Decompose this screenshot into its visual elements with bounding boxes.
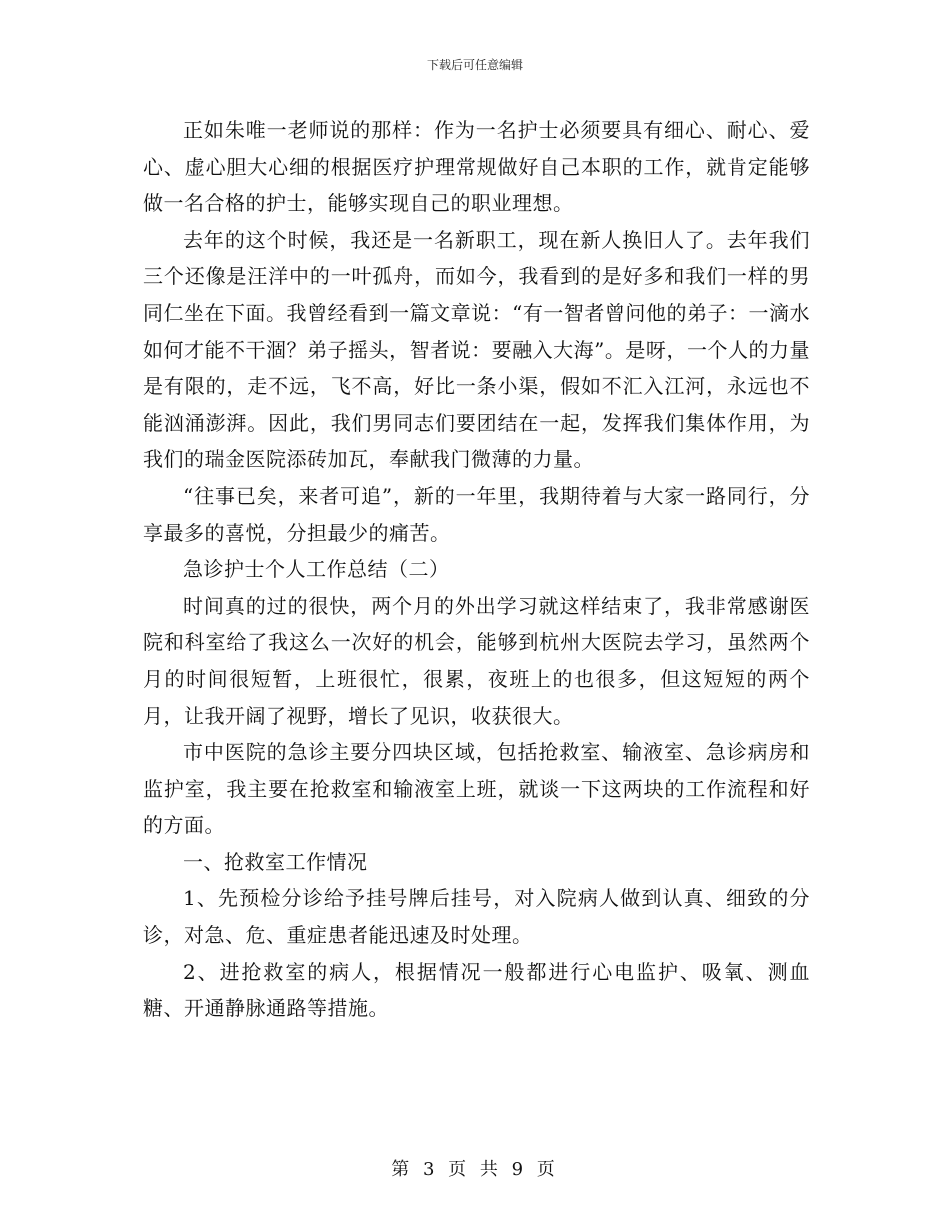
paragraph: 去年的这个时候，我还是一名新职工，现在新人换旧人了。去年我们三个还像是汪洋中的一叶孤舟，而如今，我看到的是好多和我们一样的男同仁坐在下面。我曾经看到一篇文章说：“有一智者曾问他的弟子：一滴水如何才能不干涸？弟子摇头，智者说：要融入大海”。是呀，一个人的力量是有限的，走不远，飞不高，好比一条小渠，假如不汇入江河，永远也不能汹涌澎湃。因此，我们男同志们要团结在一起，发挥我们集体作用，为我们的瑞金医院添砖加瓦，奉献我门微薄的力量。 bbox=[143, 227, 810, 472]
list-item: 2、进抢救室的病人，根据情况一般都进行心电监护、吸氧、测血糖、开通静脉通路等措施。 bbox=[143, 959, 810, 1021]
paragraph: 正如朱唯一老师说的那样：作为一名护士必须要具有细心、耐心、爱心、虚心胆大心细的根据医疗护理常规做好自己本职的工作，就肯定能够做一名合格的护士，能够实现自己的职业理想。 bbox=[143, 118, 810, 216]
document-body bbox=[143, 112, 810, 1027]
paragraph: 时间真的过的很快，两个月的外出学习就这样结束了，我非常感谢医院和科室给了我这么一次好的机会，能够到杭州大医院去学习，虽然两个月的时间很短暂，上班很忙，很累，夜班上的也很多，但这短短的两个月，让我开阔了视野，增长了见识，收获很大。 bbox=[143, 593, 810, 728]
paragraph: “往事已矣，来者可追”，新的一年里，我期待着与大家一路同行，分享最多的喜悦，分担最少的痛苦。 bbox=[143, 483, 810, 545]
page-number: 第 3 页 共 9 页 bbox=[391, 1159, 559, 1180]
page-header-note: 下载后可任意编辑 bbox=[426, 58, 523, 72]
list-item: 1、先预检分诊给予挂号牌后挂号，对入院病人做到认真、细致的分诊，对急、危、重症患者能迅速及时处理。 bbox=[143, 886, 810, 948]
section-heading: 急诊护士个人工作总结（二） bbox=[183, 557, 450, 582]
subsection-heading: 一、抢救室工作情况 bbox=[183, 849, 368, 874]
paragraph: 市中医院的急诊主要分四块区域，包括抢救室、输液室、急诊病房和监护室，我主要在抢救室和输液室上班，就谈一下这两块的工作流程和好的方面。 bbox=[143, 740, 810, 838]
